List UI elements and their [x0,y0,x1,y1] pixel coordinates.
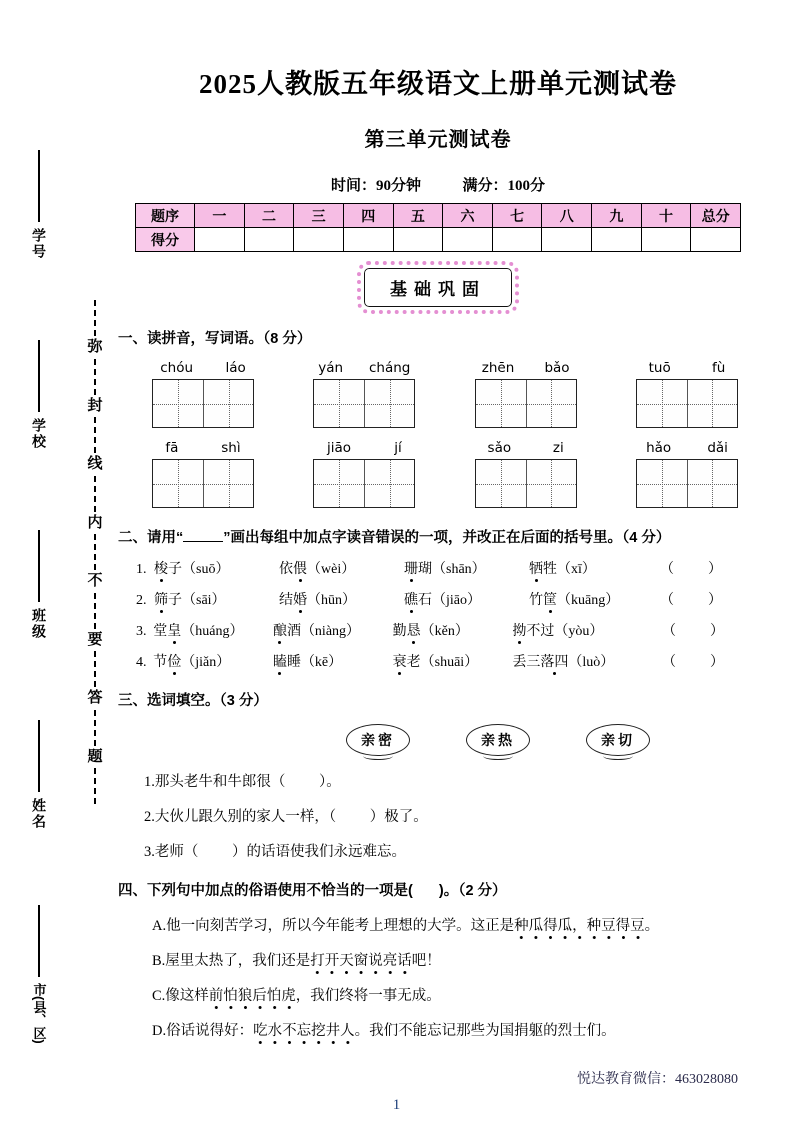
score-cell-1[interactable] [195,228,245,252]
section-banner-wrap [118,266,758,309]
choice-label: C. [152,988,166,1004]
answer-parens[interactable] [662,651,758,671]
choice-option-c[interactable] [118,984,758,1005]
page-number: 1 [392,1097,401,1113]
tianzige-box[interactable] [153,380,203,427]
sentence-post: ）。 [319,774,341,790]
plain-char: 结 [279,593,293,608]
score-cell-4[interactable] [343,228,393,252]
seal-segment [87,651,102,710]
dotted-char: 拗 [512,624,527,639]
tianzige-box[interactable] [153,460,203,507]
exam-paper [118,0,758,1122]
margin-label-student-id: 学号 [31,228,47,260]
pinyin-item [144,360,262,428]
score-cell-2[interactable] [244,228,294,252]
dotted-char: 瞌 [272,655,287,670]
seal-segment [87,476,102,535]
pinyin: （shān） [432,562,486,577]
choice-text-pre: 俗话说得好： [166,1023,254,1039]
score-cell-total[interactable] [691,228,741,252]
word-bank-option-1[interactable]: 亲密 [346,724,410,756]
pinyin: （kē） [300,655,343,670]
plain-char: 依 [279,562,293,577]
q2-word[interactable] [512,620,656,640]
pinyin-syllable: chóu [160,360,194,376]
tianzige-box[interactable] [637,460,687,507]
paren-open: （ [661,655,710,670]
dotted-char: 礁 [404,593,418,608]
question-4-heading [118,879,758,900]
question-2-heading [118,526,758,547]
pinyin: （hūn） [307,593,356,608]
dotted-idiom: 吃水不忘挖井人 [253,1023,355,1039]
question-3-heading: 三、选词填空。（3 分） [118,693,268,709]
pinyin-syllable: zi [552,440,564,456]
margin-label-class: 班级 [31,608,47,640]
pinyin-syllable: láo [225,360,246,376]
q2-word[interactable] [273,620,393,640]
plain-char: 堂 [153,624,168,639]
pinyin: （wèi） [307,562,356,577]
question-2-row [118,558,758,578]
choice-text-post: ，我们终将一事无成。 [295,988,441,1004]
pinyin-syllable: shì [221,440,241,456]
choice-text-post: 。我们不能忘记那些为国捐躯的烈士们。 [354,1023,616,1039]
dotted-char: 皇 [167,624,182,639]
pinyin: （kěn） [420,624,469,639]
q2-word[interactable] [279,558,404,578]
dotted-char: 酿 [272,624,287,639]
choice-text-post: 吧！ [411,953,441,969]
choice-option-a[interactable] [118,914,758,935]
question-4-heading-pre: 四、下列句中加点的俗语使用不恰当的一项是( [118,883,413,899]
answer-blank[interactable] [413,883,439,899]
seal-line [78,300,112,1000]
pinyin-item [467,360,585,428]
plain-char: 丢三 [512,655,541,670]
choice-option-b[interactable] [118,949,758,970]
seal-dash [94,768,96,804]
seal-dash [94,359,96,395]
question-2-row [118,589,758,609]
answer-blank[interactable] [336,809,370,825]
score-table [135,203,741,252]
tianzige-box[interactable] [314,380,364,427]
pinyin: （luò） [568,655,615,670]
pinyin-item [628,360,746,428]
page-title: 2025人教版五年级语文上册单元测试卷 [199,69,677,99]
score-table-row-label-index: 题序 [136,204,195,228]
seal-dash [94,593,96,629]
section-banner-label: 基础巩固 [390,280,486,299]
pinyin-syllables [144,440,262,457]
q2-word[interactable] [529,558,654,578]
seal-char-7: 答 [87,689,103,706]
pinyin-row-2 [118,440,758,508]
seal-segment [87,710,102,769]
exam-time-label: 时间：90分钟 [330,178,421,194]
tianzige-pair[interactable] [313,379,415,428]
score-cell-8[interactable] [542,228,592,252]
plain-char: 子 [168,593,182,608]
choice-label: D. [152,1023,167,1039]
seal-segment [87,534,102,593]
seal-segment [87,417,102,476]
dotted-idiom: 种瓜得瓜，种豆得豆 [514,918,645,934]
question-1-heading: 一、读拼音，写词语。（8 分） [118,331,312,347]
plain-char: 勤 [392,624,407,639]
pinyin-syllable: fù [712,360,726,376]
q2-word[interactable] [393,620,513,640]
pinyin-syllable: sǎo [487,440,512,456]
dotted-char: 恳 [406,624,421,639]
tianzige-box[interactable] [476,460,526,507]
tianzige-pair[interactable] [636,379,738,428]
paren-open: （ [660,593,708,608]
margin-rule [38,340,40,412]
plain-char: 竹 [529,593,543,608]
pinyin-syllables [467,440,585,457]
dotted-idiom: 打开天窗说亮话 [310,953,412,969]
choice-text-post: 。 [644,918,660,934]
sentence-pre: 2.大伙儿跟久别的家人一样，（ [144,809,337,825]
seal-dash [94,534,96,570]
plain-char: 老 [406,655,421,670]
q2-word[interactable] [273,651,393,671]
section-banner [362,266,514,309]
pinyin-syllables [144,360,262,377]
dotted-idiom: 前怕狼后怕虎 [208,988,296,1004]
plain-char: 石 [418,593,432,608]
tianzige-box[interactable] [526,460,576,507]
q2-word[interactable] [404,558,529,578]
margin-field-student-id [22,150,56,260]
plain-char: 酒 [286,624,301,639]
margin-rule [38,150,40,222]
tianzige-box[interactable] [687,460,737,507]
seal-char-2: 封 [87,396,103,414]
choice-label: B. [152,953,166,969]
q2-word[interactable] [279,589,404,609]
score-cell-10[interactable] [641,228,691,252]
score-table-col-3: 三 [294,204,344,228]
dotted-char: 梭 [154,562,168,577]
paren-open: （ [661,624,710,639]
margin-field-city [22,905,56,1044]
tianzige-box[interactable] [364,380,414,427]
pinyin-syllable: jiāo [326,440,351,456]
pinyin-item [305,360,423,428]
score-cell-5[interactable] [393,228,443,252]
seal-dash [94,476,96,512]
pinyin: （jiǎn） [181,655,231,670]
seal-char-3: 线 [87,455,103,472]
dotted-char: 俭 [167,655,182,670]
plain-char: 睡 [286,655,301,670]
pinyin-syllables [305,360,423,377]
pinyin-syllable: bǎo [544,360,570,376]
score-cell-3[interactable] [294,228,344,252]
pinyin: （jiāo） [432,593,481,608]
pinyin: （yòu） [554,624,604,639]
choice-text-pre: 像这样 [165,988,209,1004]
answer-blank[interactable] [285,774,319,790]
q2-word[interactable] [529,589,654,609]
score-table-row-label-score: 得分 [136,228,195,252]
seal-segment [87,300,102,359]
word-bank-option-2[interactable]: 亲热 [466,724,530,756]
question-3-item [118,840,758,861]
score-table-col-5: 五 [393,204,443,228]
word-bank-option-3[interactable]: 亲切 [586,724,650,756]
seal-char-8: 题 [87,747,103,765]
pinyin: （kuāng） [557,593,620,608]
tianzige-box[interactable] [687,380,737,427]
choice-text-pre: 他一向刻苦学习，所以今年能考上理想的大学。这正是 [166,918,515,934]
pinyin: （sāi） [182,593,226,608]
pinyin-syllable: cháng [368,360,411,376]
q2-word[interactable] [512,651,656,671]
question-4-heading-post: )。（2 分） [438,883,507,899]
tianzige-box[interactable] [314,460,364,507]
seal-dash [94,300,96,336]
tianzige-box[interactable] [203,460,253,507]
plain-char: 瑚 [418,562,432,577]
seal-dash [94,651,96,687]
seal-char-1: 弥 [87,338,103,355]
dotted-char: 牺 [529,562,543,577]
answer-parens[interactable] [660,589,756,609]
pinyin-syllables [628,360,746,377]
score-table-col-8: 八 [542,204,592,228]
margin-field-class [22,530,56,640]
heading-underline [183,541,223,542]
pinyin-item [628,440,746,508]
row-index: 4. [136,655,147,670]
sentence-pre: 3.老师（ [144,844,199,860]
plain-char: 子 [168,562,182,577]
plain-char: 牲 [543,562,557,577]
tianzige-box[interactable] [203,380,253,427]
tianzige-pair[interactable] [313,459,415,508]
row-index: 1. [136,562,147,577]
tianzige-pair[interactable] [475,379,577,428]
seal-char-6: 要 [87,630,103,648]
pinyin-syllable: yán [318,360,344,376]
seal-dash [94,710,96,746]
tianzige-pair[interactable] [152,379,254,428]
dotted-char: 衰 [392,655,407,670]
answer-blank[interactable] [198,844,232,860]
q2-word[interactable] [404,589,529,609]
seal-char-4: 内 [87,513,103,531]
left-margin [0,0,78,1122]
tianzige-box[interactable] [476,380,526,427]
score-table-col-total: 总分 [691,204,741,228]
score-table-col-9: 九 [592,204,642,228]
paren-close: ） [708,593,756,608]
plain-char: 不过 [526,624,555,639]
choice-label: A. [152,918,167,934]
paren-close: ） [709,624,758,639]
score-cell-7[interactable] [492,228,542,252]
pinyin-syllable: dǎi [707,440,728,456]
table-row-score [136,228,741,252]
exam-total-score-label: 满分：100分 [462,178,546,194]
footer-note: 悦达教育微信：463028080 [577,1072,738,1087]
question-2-heading-pre: 二、请用“ [118,530,184,546]
score-cell-6[interactable] [443,228,493,252]
score-table-col-2: 二 [244,204,294,228]
pinyin-syllables [305,440,423,457]
word-bank [118,724,758,756]
q2-word[interactable] [393,651,513,671]
page-subtitle: 第三单元测试卷 [364,129,512,151]
seal-segment [87,593,102,652]
question-3-item [118,805,758,826]
tianzige-box[interactable] [637,380,687,427]
pinyin-syllable: hǎo [646,440,672,456]
exam-meta [118,174,758,195]
pinyin: （xī） [557,562,596,577]
question-2-row [118,620,758,640]
margin-field-name [22,720,56,830]
pinyin-syllable: tuō [648,360,671,376]
row-index: 2. [136,593,147,608]
sentence-pre: 1.那头老牛和牛郎很（ [144,774,286,790]
tianzige-pair[interactable] [475,459,577,508]
pinyin-syllables [628,440,746,457]
dotted-char: 偎 [293,562,307,577]
choice-option-d[interactable] [118,1019,758,1040]
question-3-item [118,770,758,791]
row-index: 3. [136,624,147,639]
tianzige-pair[interactable] [636,459,738,508]
score-table-col-10: 十 [641,204,691,228]
pinyin: （huáng） [181,624,244,639]
score-table-col-6: 六 [443,204,493,228]
margin-rule [38,720,40,792]
pinyin-item [467,440,585,508]
tianzige-pair[interactable] [152,459,254,508]
sentence-post: ）极了。 [369,809,428,825]
question-2-heading-post: ”画出每组中加点字读音错误的一项，并改正在后面的括号里。（4 分） [223,530,671,546]
pinyin-item [305,440,423,508]
dotted-char: 落四 [540,655,569,670]
dotted-char: 筐 [543,593,557,608]
score-table-col-7: 七 [492,204,542,228]
margin-field-school [22,340,56,450]
dotted-char: 婚 [293,593,307,608]
margin-label-name: 姓名 [31,798,47,830]
pinyin: （niàng） [300,624,361,639]
q2-word[interactable] [154,558,279,578]
plain-char: 节 [153,655,168,670]
paren-close: ） [709,655,758,670]
answer-parens[interactable] [662,620,758,640]
pinyin-syllables [467,360,585,377]
score-table-col-1: 一 [195,204,245,228]
answer-parens[interactable] [660,558,756,578]
seal-char-5: 不 [87,572,103,589]
pinyin-syllable: zhēn [481,360,515,376]
pinyin: （suō） [182,562,230,577]
score-table-col-4: 四 [343,204,393,228]
pinyin-syllable: jí [394,440,402,456]
tianzige-box[interactable] [526,380,576,427]
table-row-header [136,204,741,228]
q2-word[interactable] [154,589,279,609]
q2-word[interactable] [153,620,273,640]
q2-word[interactable] [153,651,273,671]
margin-rule [38,530,40,602]
seal-segment [87,359,102,418]
paren-open: （ [660,562,708,577]
pinyin-item [144,440,262,508]
score-cell-9[interactable] [592,228,642,252]
sentence-post: ）的话语使我们永远难忘。 [232,844,406,860]
margin-rule [38,905,40,977]
dotted-char: 珊 [404,562,418,577]
pinyin-row-1 [118,360,758,428]
question-2-row [118,651,758,671]
paren-close: ） [708,562,756,577]
tianzige-box[interactable] [364,460,414,507]
pinyin-syllable: fā [165,440,179,456]
margin-label-city: 市(县、区) [31,983,47,1044]
pinyin: （shuāi） [420,655,479,670]
choice-text-pre: 屋里太热了，我们还是 [165,953,311,969]
dotted-char: 筛 [154,593,168,608]
margin-label-school: 学校 [31,418,47,450]
seal-dash [94,417,96,453]
